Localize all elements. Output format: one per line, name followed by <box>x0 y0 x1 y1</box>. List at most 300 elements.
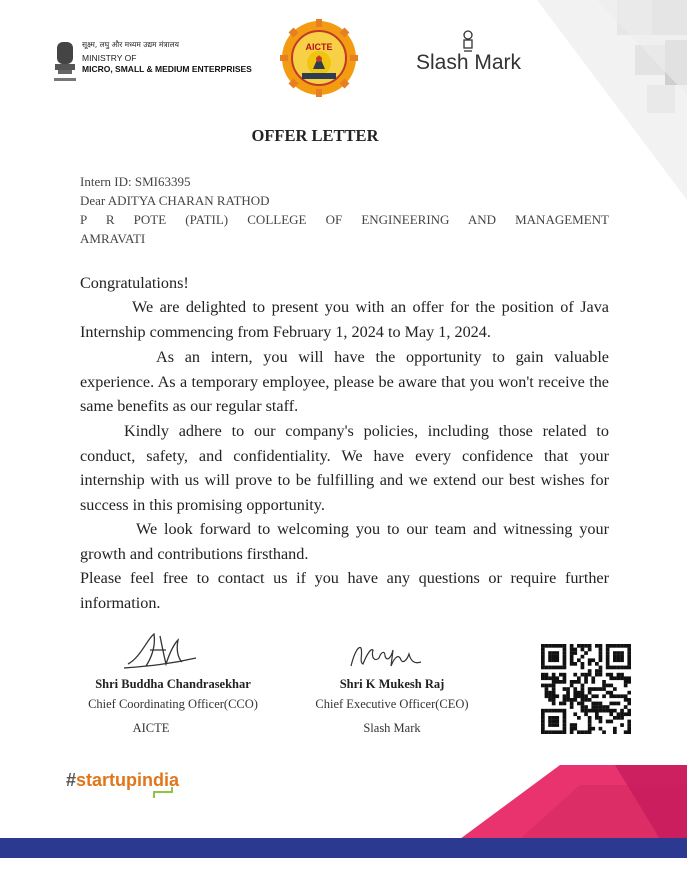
qr-module <box>552 730 556 734</box>
qr-module <box>570 684 574 688</box>
qr-module <box>545 687 549 691</box>
qr-module <box>555 709 559 713</box>
qr-code <box>541 644 631 734</box>
qr-module <box>627 720 631 724</box>
qr-module <box>606 709 610 713</box>
qr-module <box>624 698 628 702</box>
qr-module <box>609 702 613 706</box>
qr-module <box>570 705 574 709</box>
qr-module <box>609 673 613 677</box>
qr-module <box>620 655 624 659</box>
qr-module <box>541 712 545 716</box>
qr-module <box>581 694 585 698</box>
qr-module <box>617 651 621 655</box>
qr-module <box>624 644 628 648</box>
qr-module <box>602 709 606 713</box>
qr-module <box>627 691 631 695</box>
qr-module <box>613 651 617 655</box>
qr-module <box>620 658 624 662</box>
recipient-name: Dear ADITYA CHARAN RATHOD <box>80 193 270 208</box>
qr-module <box>548 676 552 680</box>
qr-module <box>584 709 588 713</box>
qr-module <box>573 698 577 702</box>
qr-module <box>591 727 595 731</box>
qr-module <box>591 702 595 706</box>
qr-module <box>588 687 592 691</box>
qr-module <box>559 730 563 734</box>
qr-module <box>613 655 617 659</box>
qr-module <box>541 662 545 666</box>
qr-module <box>548 694 552 698</box>
qr-module <box>599 716 603 720</box>
qr-module <box>599 655 603 659</box>
qr-module <box>563 673 567 677</box>
qr-module <box>555 730 559 734</box>
ministry-line2: MICRO, SMALL & MEDIUM ENTERPRISES <box>82 64 252 74</box>
signatory-cco-org: AICTE <box>132 721 170 735</box>
qr-module <box>627 709 631 713</box>
qr-module <box>627 676 631 680</box>
qr-module <box>552 655 556 659</box>
qr-module <box>552 702 556 706</box>
qr-module <box>552 709 556 713</box>
qr-module <box>548 691 552 695</box>
qr-module <box>552 651 556 655</box>
qr-module <box>609 712 613 716</box>
qr-module <box>545 676 549 680</box>
company-name: Slash Mark <box>416 51 522 74</box>
qr-module <box>573 662 577 666</box>
qr-module <box>548 644 552 648</box>
qr-module <box>570 662 574 666</box>
qr-module <box>541 644 545 648</box>
qr-module <box>606 644 610 648</box>
qr-module <box>573 691 577 695</box>
qr-module <box>573 723 577 727</box>
qr-module <box>563 694 567 698</box>
qr-module <box>606 684 610 688</box>
qr-module <box>545 691 549 695</box>
qr-module <box>595 687 599 691</box>
qr-module <box>581 702 585 706</box>
qr-module <box>606 662 610 666</box>
qr-module <box>595 694 599 698</box>
qr-module <box>563 658 567 662</box>
qr-module <box>555 694 559 698</box>
qr-module <box>548 684 552 688</box>
qr-module <box>545 684 549 688</box>
qr-module <box>541 730 545 734</box>
qr-module <box>617 676 621 680</box>
signatory-ceo-role: Chief Executive Officer(CEO) <box>315 697 469 711</box>
qr-module <box>570 702 574 706</box>
qr-module <box>599 658 603 662</box>
qr-module <box>555 655 559 659</box>
qr-module <box>606 720 610 724</box>
qr-module <box>584 676 588 680</box>
qr-module <box>545 673 549 677</box>
qr-module <box>627 651 631 655</box>
qr-module <box>584 705 588 709</box>
qr-module <box>606 705 610 709</box>
qr-module <box>584 698 588 702</box>
qr-module <box>570 644 574 648</box>
qr-module <box>552 680 556 684</box>
qr-module <box>599 720 603 724</box>
qr-module <box>602 705 606 709</box>
qr-module <box>563 712 567 716</box>
qr-module <box>577 716 581 720</box>
qr-module <box>624 676 628 680</box>
qr-module <box>545 709 549 713</box>
qr-module <box>599 687 603 691</box>
qr-module <box>559 644 563 648</box>
qr-module <box>570 723 574 727</box>
qr-module <box>627 662 631 666</box>
qr-module <box>541 676 545 680</box>
qr-module <box>573 651 577 655</box>
paragraph-offer: We are delighted to present you with an offer for the position of Java Internship commencing from February 1, 2024 to May 1, 2024. <box>80 298 609 341</box>
qr-module <box>620 709 624 713</box>
qr-module <box>552 716 556 720</box>
aicte-gear-icon <box>280 19 358 97</box>
qr-module <box>595 702 599 706</box>
qr-module <box>548 720 552 724</box>
qr-module <box>627 666 631 670</box>
qr-module <box>559 673 563 677</box>
qr-module <box>581 666 585 670</box>
qr-module <box>548 716 552 720</box>
qr-module <box>599 709 603 713</box>
aicte-logo <box>280 19 358 97</box>
qr-module <box>563 727 567 731</box>
qr-module <box>617 655 621 659</box>
qr-module <box>627 680 631 684</box>
signatory-cco <box>73 677 273 736</box>
qr-module <box>577 680 581 684</box>
qr-module <box>559 702 563 706</box>
qr-module <box>613 730 617 734</box>
qr-module <box>613 702 617 706</box>
qr-module <box>588 709 592 713</box>
qr-module <box>588 673 592 677</box>
qr-module <box>588 723 592 727</box>
signatory-ceo-org: Slash Mark <box>363 721 421 735</box>
qr-module <box>620 694 624 698</box>
qr-module <box>599 651 603 655</box>
qr-module <box>563 723 567 727</box>
qr-module <box>577 694 581 698</box>
qr-module <box>581 698 585 702</box>
qr-module <box>563 720 567 724</box>
startup-text: startupindia <box>76 770 180 790</box>
qr-module <box>609 720 613 724</box>
qr-module <box>573 680 577 684</box>
qr-module <box>563 716 567 720</box>
qr-module <box>595 662 599 666</box>
qr-module <box>545 694 549 698</box>
qr-module <box>563 662 567 666</box>
qr-module <box>581 648 585 652</box>
qr-module <box>552 676 556 680</box>
qr-module <box>613 709 617 713</box>
qr-module <box>613 716 617 720</box>
document-title: OFFER LETTER <box>251 126 379 145</box>
qr-module <box>627 658 631 662</box>
signatory-cco-name: Shri Buddha Chandrasekhar <box>95 677 251 691</box>
qr-module <box>541 709 545 713</box>
qr-module <box>627 712 631 716</box>
qr-module <box>620 716 624 720</box>
startup-india-underline-icon <box>152 786 176 800</box>
qr-module <box>555 680 559 684</box>
qr-module <box>606 651 610 655</box>
qr-module <box>588 698 592 702</box>
slash-mark-logo <box>416 30 536 82</box>
qr-module <box>588 648 592 652</box>
qr-module <box>577 691 581 695</box>
qr-module <box>566 694 570 698</box>
qr-module <box>599 669 603 673</box>
greeting: Congratulations! <box>80 274 189 292</box>
qr-module <box>599 666 603 670</box>
startup-hash: # <box>66 770 77 790</box>
qr-module <box>627 723 631 727</box>
qr-module <box>541 648 545 652</box>
qr-module <box>581 730 585 734</box>
qr-module <box>555 666 559 670</box>
qr-module <box>555 716 559 720</box>
qr-module <box>541 673 545 677</box>
qr-module <box>581 691 585 695</box>
qr-module <box>552 723 556 727</box>
qr-module <box>552 720 556 724</box>
qr-module <box>609 691 613 695</box>
qr-module <box>566 698 570 702</box>
paragraph-policies: Kindly adhere to our company's policies, including those related to conduct, safety, and confidentiality. We have every confidence that your internship with us will prove to be fulfilling and we extend our best wishes for success in this promising opportunity. <box>80 422 609 514</box>
qr-module <box>588 662 592 666</box>
qr-module <box>606 691 610 695</box>
qr-module <box>548 658 552 662</box>
qr-module <box>555 720 559 724</box>
qr-module <box>588 730 592 734</box>
qr-module <box>552 698 556 702</box>
qr-module <box>624 694 628 698</box>
qr-module <box>606 666 610 670</box>
qr-module <box>627 644 631 648</box>
qr-module <box>602 694 606 698</box>
qr-module <box>570 651 574 655</box>
qr-module <box>548 730 552 734</box>
college-city: AMRAVATI <box>80 231 146 246</box>
qr-module <box>613 694 617 698</box>
qr-module <box>609 694 613 698</box>
qr-module <box>599 648 603 652</box>
qr-module <box>620 644 624 648</box>
qr-module <box>573 694 577 698</box>
qr-module <box>627 648 631 652</box>
qr-module <box>613 687 617 691</box>
qr-module <box>627 727 631 731</box>
qr-module <box>577 702 581 706</box>
qr-module <box>552 658 556 662</box>
qr-module <box>613 666 617 670</box>
decorative-bottom-shapes <box>460 765 687 839</box>
qr-module <box>555 651 559 655</box>
qr-module <box>541 720 545 724</box>
qr-module <box>541 716 545 720</box>
qr-module <box>548 655 552 659</box>
qr-module <box>541 723 545 727</box>
qr-module <box>613 727 617 731</box>
qr-module <box>577 676 581 680</box>
qr-module <box>555 644 559 648</box>
qr-module <box>584 673 588 677</box>
qr-module <box>581 673 585 677</box>
qr-module <box>570 698 574 702</box>
qr-module <box>620 676 624 680</box>
qr-module <box>617 712 621 716</box>
qr-module <box>609 709 613 713</box>
qr-module <box>581 684 585 688</box>
qr-module <box>570 730 574 734</box>
qr-module <box>552 684 556 688</box>
qr-module <box>613 676 617 680</box>
qr-module <box>627 730 631 734</box>
qr-module <box>624 684 628 688</box>
qr-module <box>570 680 574 684</box>
qr-module <box>555 723 559 727</box>
qr-module <box>620 651 624 655</box>
qr-module <box>591 705 595 709</box>
ministry-line1: MINISTRY OF <box>82 53 137 63</box>
qr-module <box>563 730 567 734</box>
qr-module <box>599 705 603 709</box>
qr-module <box>627 702 631 706</box>
qr-module <box>584 644 588 648</box>
qr-module <box>552 691 556 695</box>
qr-module <box>573 727 577 731</box>
qr-module <box>577 730 581 734</box>
qr-module <box>602 684 606 688</box>
qr-module <box>627 655 631 659</box>
qr-module <box>617 666 621 670</box>
qr-module <box>555 658 559 662</box>
qr-module <box>595 669 599 673</box>
signatory-ceo <box>292 677 492 736</box>
qr-module <box>563 702 567 706</box>
qr-module <box>577 644 581 648</box>
qr-module <box>595 712 599 716</box>
qr-module <box>559 666 563 670</box>
qr-module <box>563 687 567 691</box>
qr-module <box>548 709 552 713</box>
qr-module <box>591 680 595 684</box>
qr-module <box>617 702 621 706</box>
qr-module <box>559 709 563 713</box>
qr-module <box>552 644 556 648</box>
qr-module <box>599 702 603 706</box>
qr-module <box>581 655 585 659</box>
qr-module <box>584 694 588 698</box>
qr-module <box>584 730 588 734</box>
qr-module <box>559 680 563 684</box>
qr-module <box>599 673 603 677</box>
paragraph-contact: Please feel free to contact us if you have any questions or require further information. <box>80 569 609 612</box>
slash-mark-figure-icon <box>460 30 476 52</box>
qr-module <box>591 709 595 713</box>
qr-module <box>588 669 592 673</box>
qr-module <box>617 658 621 662</box>
qr-module <box>609 676 613 680</box>
qr-module <box>606 648 610 652</box>
qr-module <box>609 684 613 688</box>
qr-module <box>573 648 577 652</box>
qr-module <box>620 723 624 727</box>
signature-ceo <box>345 640 425 674</box>
qr-module <box>563 651 567 655</box>
qr-module <box>563 655 567 659</box>
qr-module <box>552 687 556 691</box>
qr-module <box>541 658 545 662</box>
qr-module <box>570 655 574 659</box>
qr-module <box>573 687 577 691</box>
intern-id: Intern ID: SMI63395 <box>80 174 191 189</box>
ministry-hindi-name: सूक्ष्म, लघु और मध्यम उद्यम मंत्रालय <box>82 40 179 49</box>
qr-module <box>627 698 631 702</box>
qr-module <box>577 658 581 662</box>
qr-module <box>563 666 567 670</box>
qr-module <box>548 666 552 670</box>
qr-module <box>581 705 585 709</box>
qr-module <box>563 709 567 713</box>
qr-module <box>609 644 613 648</box>
qr-module <box>566 687 570 691</box>
qr-module <box>573 673 577 677</box>
qr-module <box>555 676 559 680</box>
qr-module <box>591 658 595 662</box>
qr-module <box>617 694 621 698</box>
aicte-label: AICTE <box>305 42 333 52</box>
qr-module <box>541 666 545 670</box>
qr-module <box>573 712 577 716</box>
qr-module <box>584 680 588 684</box>
qr-module <box>545 666 549 670</box>
qr-module <box>541 727 545 731</box>
qr-module <box>548 723 552 727</box>
qr-module <box>609 666 613 670</box>
qr-module <box>581 687 585 691</box>
qr-module <box>552 666 556 670</box>
qr-module <box>613 658 617 662</box>
msme-logo <box>52 40 272 90</box>
qr-module <box>602 687 606 691</box>
signatory-ceo-name: Shri K Mukesh Raj <box>339 677 445 691</box>
qr-module <box>617 644 621 648</box>
qr-module <box>602 680 606 684</box>
qr-module <box>581 662 585 666</box>
qr-module <box>588 716 592 720</box>
qr-module <box>548 698 552 702</box>
qr-module <box>617 673 621 677</box>
qr-module <box>613 644 617 648</box>
qr-module <box>545 644 549 648</box>
qr-module <box>570 727 574 731</box>
qr-module <box>624 705 628 709</box>
qr-module <box>552 694 556 698</box>
qr-module <box>617 716 621 720</box>
qr-module <box>606 658 610 662</box>
